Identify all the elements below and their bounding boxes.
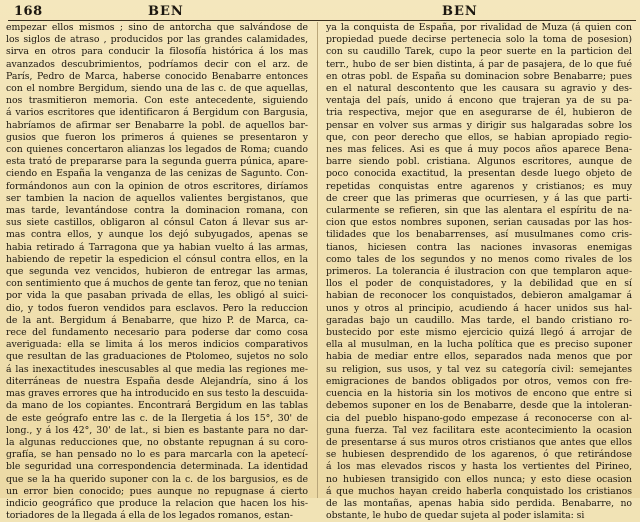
text-line: nes mas felices. Asi es que á muy pocos años aparece Bena- (326, 144, 632, 156)
text-line: como tales de los segundos y no menos como rivales de los (326, 253, 632, 265)
text-line: ella al musulman, en la lucha política que es preciso suponer (326, 339, 632, 351)
text-line: guna fuerza. Tal vez facilitara este acontecimiento la ocasion (326, 424, 632, 436)
text-line: un error bien conocido; pues aunque no repugnase á cierto (6, 485, 308, 497)
text-line: mas contra ellos, y aunque los dejó subyugados, apenas se (6, 229, 308, 241)
text-line: ble seguridad una correspondencia determinada. La identidad (6, 461, 308, 473)
text-line: debemos suponer en los de Benabarre, desde que la intoleran- (326, 400, 632, 412)
page-number: 168 (14, 4, 43, 19)
header-rule (8, 20, 636, 21)
text-line: la algunas reducciones que, no obstante repugnan á su coro- (6, 436, 308, 448)
text-line: primeros. La tolerancia é ilustracion con que templaron aque- (326, 266, 632, 278)
text-line: tilidades que los benabarrenses, así musulmanes como cris- (326, 229, 632, 241)
text-line: nos trasmitieron memoria. Con este antecedente, siguiendo (6, 95, 308, 107)
text-line: indicio geográfico que produce la relacion que hacen los his- (6, 497, 308, 509)
text-line: de creer que las primeras que ocurriesen, y á las que parti- (326, 192, 632, 204)
text-line: emigraciones de bandos obligados por otros, vemos con fre- (326, 375, 632, 387)
text-line: tianos, hiciesen contra las naciones invasoras enemigas (326, 241, 632, 253)
text-line: rece del fundamento necesario para poderse dar como cosa (6, 327, 308, 339)
text-line: se hubiesen desprendido de los agarenos, ó que retirándose (326, 449, 632, 461)
text-line: que se la ha querido suponer con la c. de los bargusios, es de (6, 473, 308, 485)
text-line: que segunda vez vencidos, hubieron de entregar las armas, (6, 266, 308, 278)
text-line: diterráneas de nuestra España desde Alejandría, sino á los (6, 375, 308, 387)
text-line: sus siete castillos, obligaron al cónsul Caton á llevar sus ar- (6, 217, 308, 229)
text-line: cuencia en la historia sin los motivos de encono que entre si (326, 388, 632, 400)
text-line: toriadores de la llegada á ella de los legados romanos, estan- (6, 510, 293, 522)
text-line: en el natural descontento que les causara su agravio y des- (326, 83, 632, 95)
text-line: dio, y todos fueron vendidos para esclavos. Pero la reduccion (6, 302, 308, 314)
text-line: repetidas conquistas entre agarenos y cristianos; es muy (326, 180, 632, 192)
text-line: á que muchos hayan creido haberla conquistado los cristianos (326, 485, 632, 497)
text-line: grafía, se han pensado no lo es para marcarla con la apetecí- (6, 449, 308, 461)
text-line: París, Pedro de Marca, haberse conocido Benabarre entonces (6, 70, 308, 82)
text-line: empezar ellos mismos ; sino de antorcha que salvándose de (6, 22, 308, 33)
text-line: habiendo de repetir la espedicion el cónsul contra ellos, en la (6, 253, 308, 265)
text-line: terr., hubo de ser bien distinta, á par de pasajera, de lo que fué (326, 58, 632, 70)
text-line: su religion, sus usos, y tal vez su categoría civil: semejantes (326, 363, 632, 375)
text-line: bustecido por este mismo ejercicio quizá llegó á arrojar de (326, 327, 632, 339)
text-line: habríamos de afirmar ser Benabarre la pobl. de aquellos bar- (6, 119, 308, 131)
text-line: averiguada: ella se limita á los meros indicios comparativos (6, 339, 308, 351)
text-line: cia del pueblo hispano-godo empezase á reconocerse con al- (326, 412, 632, 424)
text-line: ciendo en España la venganza de las cenizas de Sagunto. Con- (6, 168, 308, 180)
text-line: á varios escritores que identificaron á Bergidum con Bargusia, (6, 107, 308, 119)
text-line: á los mas elevados riscos y hasta los vertientes del Pirineo, (326, 461, 632, 473)
text-line: con quienes concertaron alianzas los legados de Roma; cuando (6, 144, 308, 156)
text-line: de presentarse á sus muros otros cristianos que antes que ellos (326, 436, 632, 448)
text-line: mas graves errores que ha introducido en sus testo la descuida- (6, 388, 308, 400)
left-text-column (6, 22, 308, 522)
text-line: con el nombre Bergidum, siendo una de las c. de que aquellas, (6, 83, 308, 95)
text-line: habia de mediar entre ellos, separados nada menos que por (326, 351, 632, 363)
text-line: unos y otros al principio, acudiendo á hacer unidos sus hal- (326, 302, 632, 314)
text-line: habian de reconocer los conquistados, debieron amalgamar á (326, 290, 632, 302)
text-line: poco conocida exactitud, la presentan desde luego objeto de (326, 168, 632, 180)
text-line: formándonos aun con la opinion de otros escritores, diríamos (6, 180, 308, 192)
text-line: sirva en otros para conducir la filosofía histórica á los mas (6, 46, 308, 58)
text-line: de este geógrafo entre las c. de la Ilergetia á los 15°, 30' de (6, 412, 308, 424)
text-line: cion que estos nombres suponen, serian causadas por las hos- (326, 217, 632, 229)
text-line: en otras pobl. de España su dominacion sobre Benabarre; pues (326, 70, 632, 82)
text-line: mas tarde, levantándose contra la dominacion romana, con (6, 205, 308, 217)
text-line: los siglos de atraso , producidos por las grandes calamidades, (6, 34, 308, 46)
text-line: tria respectiva, mejor que en asegurarse de él, hubieron de (326, 107, 632, 119)
text-line: pensar en volver sus armas y dirigir sus halgaradas sobre los (326, 119, 632, 131)
text-line: gusios que fueron los primeros á quienes se presentaron y (6, 131, 308, 143)
text-line: ya la conquista de España, por rivalidad de Muza (á quien con (326, 22, 632, 33)
text-line: de la ant. Bergidum á Benabarre, que hizo P. de Marca, ca- (6, 314, 308, 326)
text-line: habia retirado á Tarragona que ya habian vuelto á las armas, (6, 241, 308, 253)
text-line: obstante, le hubo de quedar sujeta al poder islamita: si (326, 510, 585, 522)
text-line: avanzados descubrimientos, podríamos decir con el arz. de (6, 58, 308, 70)
text-line: cularmente se refieren, sin que las alentara el espíritu de na- (326, 205, 632, 217)
text-line: á las inexactitudes inescusables al que media las regiones me- (6, 363, 308, 375)
running-header (0, 4, 640, 20)
text-line: long., y á los 42°, 30' de lat., si bien es bastante para no dar- (6, 424, 308, 436)
text-line: da mano de los copiantes. Encontrará Bergidum en las tablas (6, 400, 308, 412)
text-line: propiedad puede decirse pertenecia solo la toma de posesion) (326, 34, 632, 46)
text-line: barre siendo pobl. cristiana. Algunos escritores, aunque de (326, 156, 632, 168)
text-line: garadas bajo un caudillo. Mas tarde, el bando cristiano ro- (326, 314, 632, 326)
text-line: ser tambien la nacion de aquellos valientes bergistanos, que (6, 192, 308, 204)
text-line: ventaja del país, unido á encono que trajeran ya de su pa- (326, 95, 632, 107)
text-line: de las montañas, apenas habia sido perdida. Benabarre, no (326, 497, 632, 509)
right-running-head: BEN (442, 4, 478, 19)
text-line: por vida la que pasaban privada de ellas, les obligó al suici- (6, 290, 308, 302)
text-line: esta trató de prepararse para la segunda guerra púnica, apare- (6, 156, 308, 168)
left-running-head: BEN (148, 4, 184, 19)
text-line: que, con peor derecho que ellos, se habian apropiado regio- (326, 131, 632, 143)
column-divider (317, 22, 318, 498)
text-line: con su caudillo Tarek, cupo la peor suerte en la particion del (326, 46, 632, 58)
text-line: con sentimiento que á muchos de gente tan feroz, que no tenian (6, 278, 308, 290)
right-text-column (326, 22, 632, 522)
text-line: que resultan de las graduaciones de Ptolomeo, sujetos no solo (6, 351, 308, 363)
text-line: llos el poder de conquistadores, y la debilidad que en sí (326, 278, 632, 290)
text-line: no hubiesen transigido con ellos nunca; y esto diese ocasion (326, 473, 632, 485)
